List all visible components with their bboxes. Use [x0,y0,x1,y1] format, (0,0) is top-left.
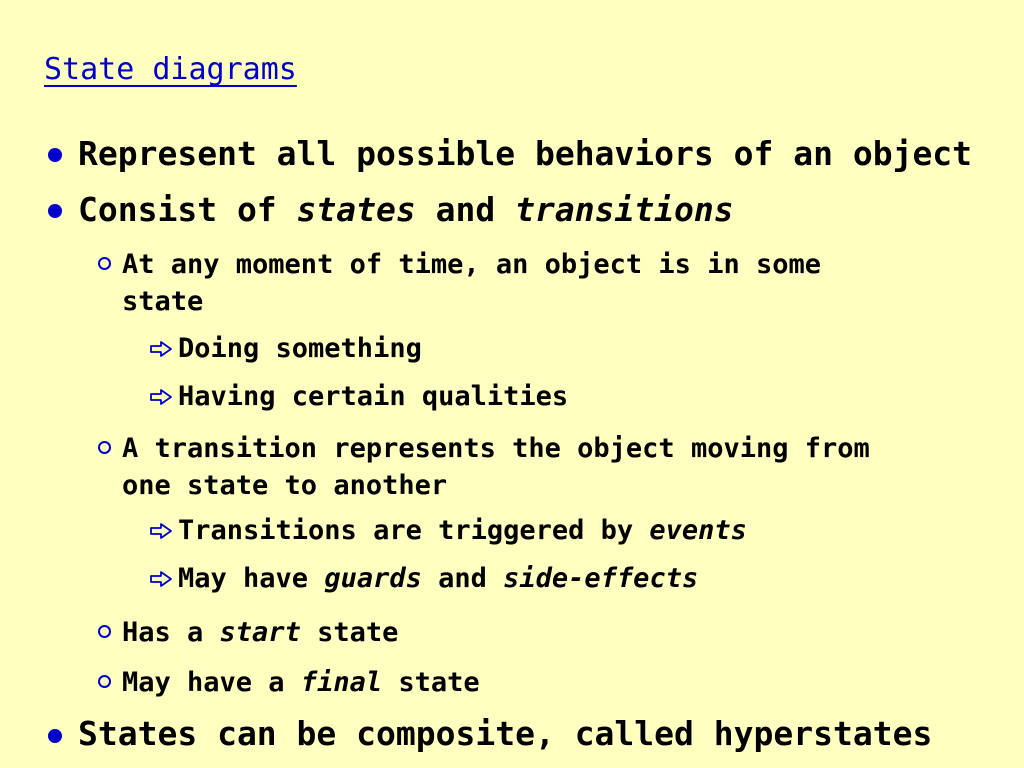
italic-events: events [649,515,747,546]
text-run: May have [178,563,325,594]
bullet-triggered-by-events [178,515,747,546]
text-run: and [421,563,504,594]
hollow-circle-bullet-icon [98,441,111,454]
italic-states: states [296,190,416,229]
bullet-state-definition [122,246,821,320]
text-run: and [415,190,516,229]
italic-guards: guards [324,563,422,594]
bullet-doing-something: Doing something [178,333,422,364]
outline-arrow-bullet-icon [148,387,174,407]
text-run: Transitions are triggered by [178,515,650,546]
text-run: Consist of [78,190,297,229]
outline-arrow-bullet-icon [148,521,174,541]
italic-transitions: transitions [515,190,734,229]
line: state [122,286,204,317]
italic-start: start [219,617,301,648]
text-run: state [382,667,480,698]
bullet-represent-behaviors: Represent all possible behaviors of an object [78,134,973,173]
bullet-start-state [122,614,398,651]
line: one state to another [122,470,448,501]
text-run: May have a [122,667,301,698]
line: A transition represents the object moving from [122,433,870,464]
bullet-hyperstates: States can be composite, called hyperstates [78,714,933,753]
slide-title: State diagrams [44,52,297,87]
line: At any moment of time, an object is in some [122,249,821,280]
filled-circle-bullet-icon [48,729,62,743]
bullet-transition-definition [122,430,870,504]
outline-arrow-bullet-icon [148,569,174,589]
italic-side-effects: side-effects [503,563,699,594]
text-run: Has a [122,617,220,648]
hollow-circle-bullet-icon [98,257,111,270]
filled-circle-bullet-icon [48,204,62,218]
filled-circle-bullet-icon [48,148,62,162]
text-run: state [300,617,399,648]
bullet-having-qualities: Having certain qualities [178,381,569,412]
hollow-circle-bullet-icon [98,625,111,638]
italic-final: final [300,667,383,698]
bullet-consist-of [78,190,734,229]
bullet-guards-side-effects [178,563,698,594]
bullet-final-state [122,664,480,701]
outline-arrow-bullet-icon [148,339,174,359]
hollow-circle-bullet-icon [98,675,111,688]
